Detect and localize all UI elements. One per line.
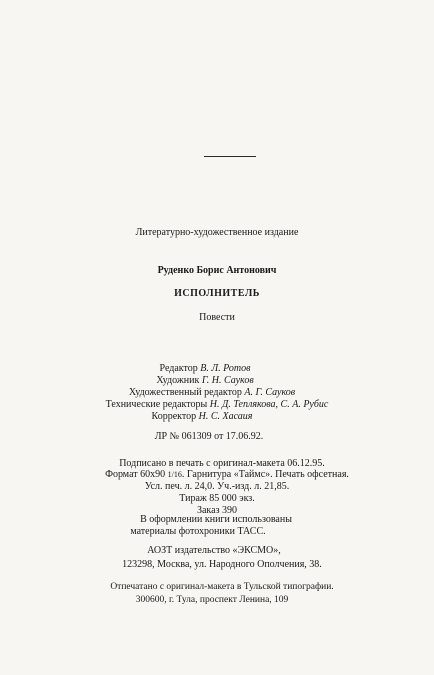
printer-block: Отпечатано с оригинал-макета в Тульской типографии. 300600, г. Тула, проспект Ленина, 109 (110, 582, 334, 605)
sheets-line: Усл. печ. л. 24,0. Уч.-изд. л. 21,85. (144, 481, 290, 492)
separator-line (204, 156, 256, 157)
print-info-block (0, 459, 434, 518)
credits-block (0, 364, 434, 424)
signed-date: Подписано в печать с оригинал-макета 06.12.95. (119, 458, 325, 469)
genre: Повести (199, 312, 235, 323)
book-title: ИСПОЛНИТЕЛЬ (174, 288, 260, 299)
credit-artist: Художник Г. Н. Сауков (156, 375, 254, 386)
license-number: ЛР № 061309 от 17.06.92. (154, 431, 264, 442)
credit-art-editor: Художественный редактор А. Г. Сауков (128, 387, 296, 398)
format-line: Формат 60х90 1/16. Гарнитура «Таймс». Печать офсетная. (105, 469, 349, 480)
design-note-block: В оформлении книги использованы материалы фотохроники ТАСС. (130, 514, 292, 537)
publisher-block: АОЗТ издательство «ЭКСМО», 123298, Москва, ул. Народного Ополчения, 38. (122, 545, 322, 570)
credit-proofreader: Корректор Н. С. Хасаия (151, 411, 253, 422)
order-number: Заказ 390 (196, 505, 238, 516)
edition-type: Литературно-художественное издание (135, 227, 299, 238)
credit-editor: Редактор В. Л. Ротов (159, 363, 251, 374)
print-run: Тираж 85 000 экз. (179, 493, 255, 504)
credit-tech-editors: Технические редакторы Н. Д. Теплякова, С. А. Рубис (105, 399, 329, 410)
author-name: Руденко Борис Антонович (157, 265, 277, 276)
